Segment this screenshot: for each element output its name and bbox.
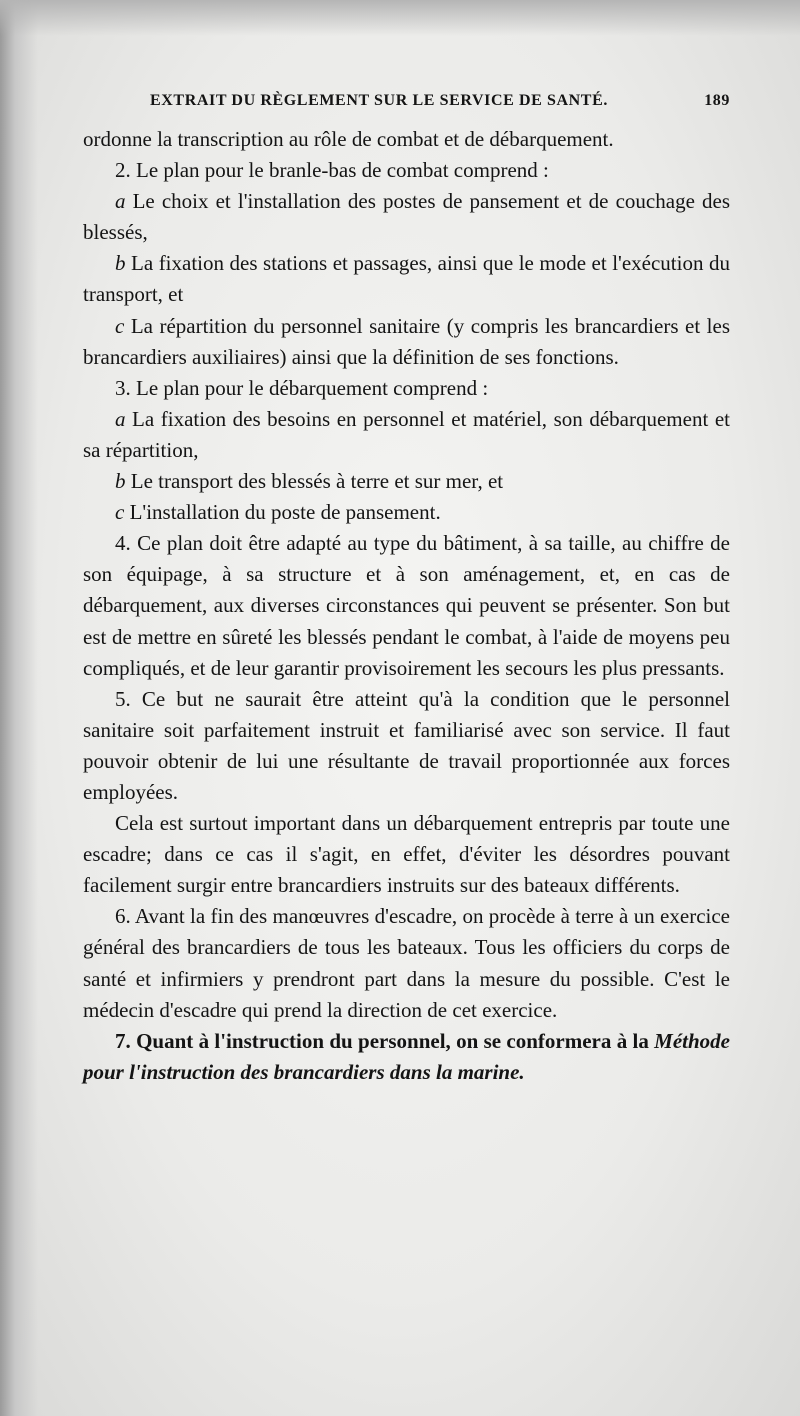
running-head-title: EXTRAIT DU RÈGLEMENT SUR LE SERVICE DE SANTÉ.: [150, 92, 608, 109]
item-label: c: [115, 313, 125, 338]
page-number: 189: [704, 92, 730, 109]
list-item: b Le transport des blessés à terre et sur mer, et: [115, 469, 504, 494]
paragraph: 3. Le plan pour le débarquement comprend :: [115, 375, 489, 400]
paragraph: 5. Ce but ne saurait être atteint qu'à la condition que le personnel sanitaire soit parfaitement instruit et familiarisé avec son service. Il faut pouvoir obtenir de lui une résultante de travail proportionnée aux forces employées.: [83, 686, 730, 804]
paragraph: 4. Ce plan doit être adapté au type du bâtiment, à sa taille, au chiffre de son équipage, à sa structure et à son aménagement, et, en cas de débarquement, aux diverses circonstances qui peuvent se présenter. Son but est de mettre en sûreté les blessés pendant le combat, à l'aide de moyens peu compliqués, et de leur garantir provisoirement les secours les plus pressants.: [83, 531, 730, 680]
paragraph: 2. Le plan pour le branle-bas de combat comprend :: [115, 158, 549, 183]
paragraph: 6. Avant la fin des manœuvres d'escadre, on procède à terre à un exercice général des brancardiers de tous les bateaux. Tous les officiers du corps de santé et infirmiers y prendront part dans la mesure du possible. C'est le médecin d'escadre qui prend la direction de cet exercice.: [83, 904, 730, 1022]
item-label: c: [115, 500, 125, 525]
book-title: Méthode pour l'instruction des brancardiers dans la marine.: [83, 1028, 730, 1084]
list-item: c L'installation du poste de pansement.: [115, 500, 441, 525]
body-text: [83, 124, 730, 1088]
paragraph: Cela est surtout important dans un débarquement entrepris par toute une escadre; dans ce cas il s'agit, en effet, d'éviter les désordres pouvant facilement surgir entre brancardiers instruits sur des bateaux différents.: [83, 811, 730, 898]
list-item: a La fixation des besoins en personnel et matériel, son débarquement et sa répartition,: [83, 406, 730, 462]
item-label: b: [115, 469, 126, 494]
item-label: b: [115, 251, 126, 276]
item-label: a: [115, 189, 126, 214]
list-item: a Le choix et l'installation des postes de pansement et de couchage des blessés,: [83, 189, 730, 245]
page-shadow-top: [0, 0, 800, 36]
paragraph: ordonne la transcription au rôle de combat et de débarquement.: [83, 127, 614, 151]
list-item: b La fixation des stations et passages, ainsi que le mode et l'exécution du transport, et: [83, 251, 730, 307]
final-paragraph: 7. Quant à l'instruction du personnel, on se conformera à la Méthode pour l'instruction des brancardiers dans la marine.: [83, 1028, 730, 1084]
list-item: c La répartition du personnel sanitaire (y compris les brancardiers et les brancardiers auxiliaires) ainsi que la définition de ses fonctions.: [83, 313, 730, 369]
item-label: a: [115, 406, 126, 431]
page-shadow-left: [0, 0, 38, 1416]
